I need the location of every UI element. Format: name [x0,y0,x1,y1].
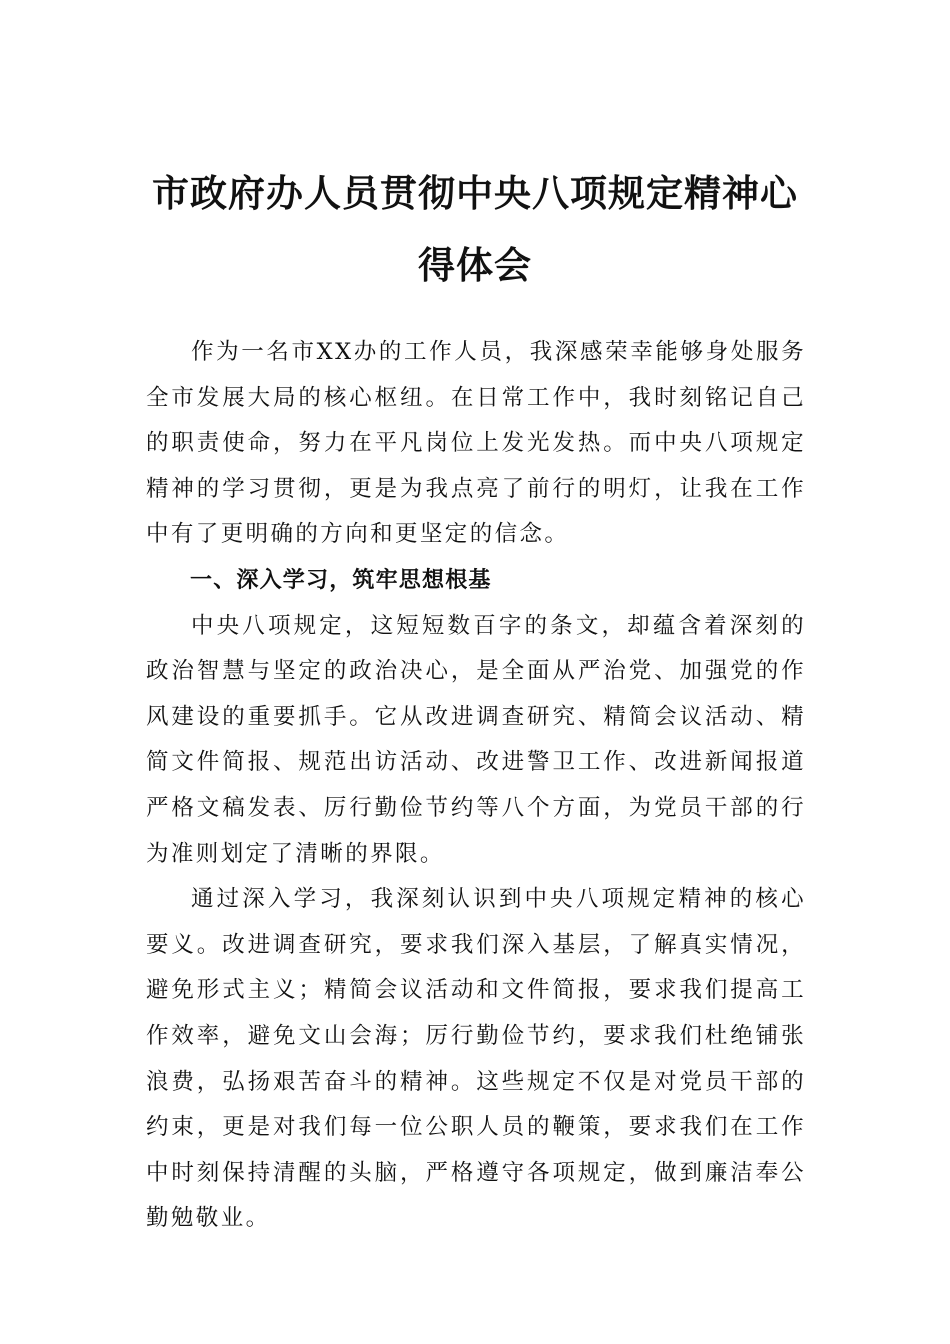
document-title: 市政府办人员贯彻中央八项规定精神心得体会 [152,172,798,287]
document-body [146,330,806,1242]
body-paragraph: 通过深入学习，我深刻认识到中央八项规定精神的核心要义。改进调查研究，要求我们深入基层，了解真实情况，避免形式主义；精简会议活动和文件简报，要求我们提高工作效率，避免文山会海；厉行勤俭节约，要求我们杜绝铺张浪费，弘扬艰苦奋斗的精神。这些规定不仅是对党员干部的约束，更是对我们每一位公职人员的鞭策，要求我们在工作中时刻保持清醒的头脑，严格遵守各项规定，做到廉洁奉公勤勉敬业。 [146,886,806,1232]
section-heading: 一、深入学习，筑牢思想根基 [190,567,492,593]
body-paragraph: 中央八项规定，这短短数百字的条文，却蕴含着深刻的政治智慧与坚定的政治决心，是全面从严治党、加强党的作风建设的重要抓手。它从改进调查研究、精简会议活动、精简文件简报、规范出访活动、改进警卫工作、改进新闻报道严格文稿发表、厉行勤俭节约等八个方面，为党员干部的行为准则划定了清晰的界限。 [146,612,806,867]
intro-paragraph: 作为一名市XX办的工作人员，我深感荣幸能够身处服务全市发展大局的核心枢纽。在日常工作中，我时刻铭记自己的职责使命，努力在平凡岗位上发光发热。而中央八项规定精神的学习贯彻，更是为我点亮了前行的明灯，让我在工作中有了更明确的方向和更坚定的信念。 [146,339,806,548]
